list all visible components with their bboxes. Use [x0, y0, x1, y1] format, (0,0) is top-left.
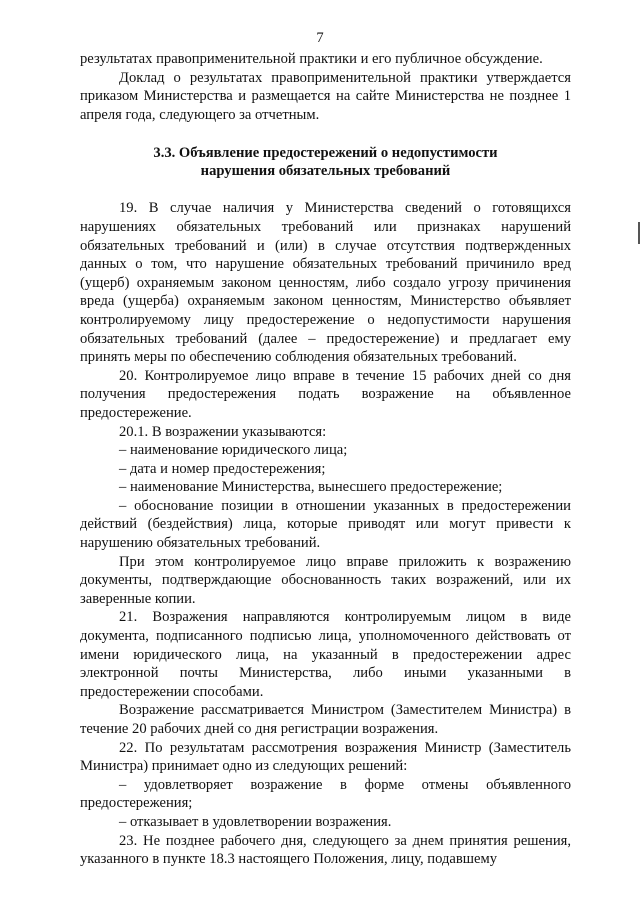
paragraph-20: 20. Контролируемое лицо вправе в течение 15 рабочих дней со дня получения предостережения подать возражение на объявленное предостережение.	[80, 367, 571, 421]
paragraph-21: 21. Возражения направляются контролируемым лицом в виде документа, подписанного подписью лица, уполномоченного действовать от имени юридического лица, на указанный в предостережении адрес электронной почты Министерства, либо иными указанными в предостережении способами.	[80, 609, 571, 700]
paragraph-20-1: 20.1. В возражении указываются:	[119, 423, 327, 440]
list-item: – обоснование позиции в отношении указанных в предостережении действий (бездействия) лица, которые приводят или могут привести к нарушению обязательных требований.	[80, 497, 571, 552]
paragraph-19: 19. В случае наличия у Министерства сведений о готовящихся нарушениях обязательных требований или признаках нарушений обязательных требований и (или) в случае отсутствия подтвержденных данных о том, что нарушение обязательных требований причинило вред (ущерб) охраняемым законом ценностям, либо создало угрозу причинения вреда (ущерба) охраняемым законом ценностям, Министерство объявляет контролируемому лицу предостережение о недопустимости нарушения обязательных требований (далее – предостережение) и предлагает ему принять меры по обеспечению соблюдения обязательных требований.	[80, 200, 571, 366]
document-body	[80, 50, 571, 869]
paragraph-attachments: При этом контролируемое лицо вправе приложить к возражению документы, подтверждающие обоснованность таких возражений, или их заверенные копии.	[80, 553, 571, 607]
list-item: – наименование юридического лица;	[119, 442, 348, 459]
list-item: – наименование Министерства, вынесшего предостережение;	[119, 479, 503, 496]
list-item: – отказывает в удовлетворении возражения.	[119, 813, 392, 830]
list-item: – дата и номер предостережения;	[119, 460, 326, 477]
section-heading	[80, 145, 571, 180]
list-item: – удовлетворяет возражение в форме отмены объявленного предостережения;	[80, 776, 571, 812]
page-number: 7	[316, 30, 324, 46]
paragraph-continuation: результатах правоприменительной практики и его публичное обсуждение.	[80, 51, 543, 67]
section-heading-line-2: нарушения обязательных требований	[200, 162, 451, 179]
section-heading-line-1: 3.3. Объявление предостережений о недопустимости	[153, 145, 498, 162]
paragraph-review-term: Возражение рассматривается Министром (Заместителем Министра) в течение 20 рабочих дней со дня регистрации возражения.	[80, 702, 571, 737]
paragraph-report-approval: Доклад о результатах правоприменительной практики утверждается приказом Министерства и размещается на сайте Министерства не позднее 1 апреля года, следующего за отчетным.	[80, 69, 571, 123]
paragraph-22: 22. По результатам рассмотрения возражения Министр (Заместитель Министра) принимает одно из следующих решений:	[80, 739, 571, 775]
paragraph-23: 23. Не позднее рабочего дня, следующего за днем принятия решения, указанного в пункте 18.3 настоящего Положения, лицу, подавшему	[80, 832, 571, 868]
